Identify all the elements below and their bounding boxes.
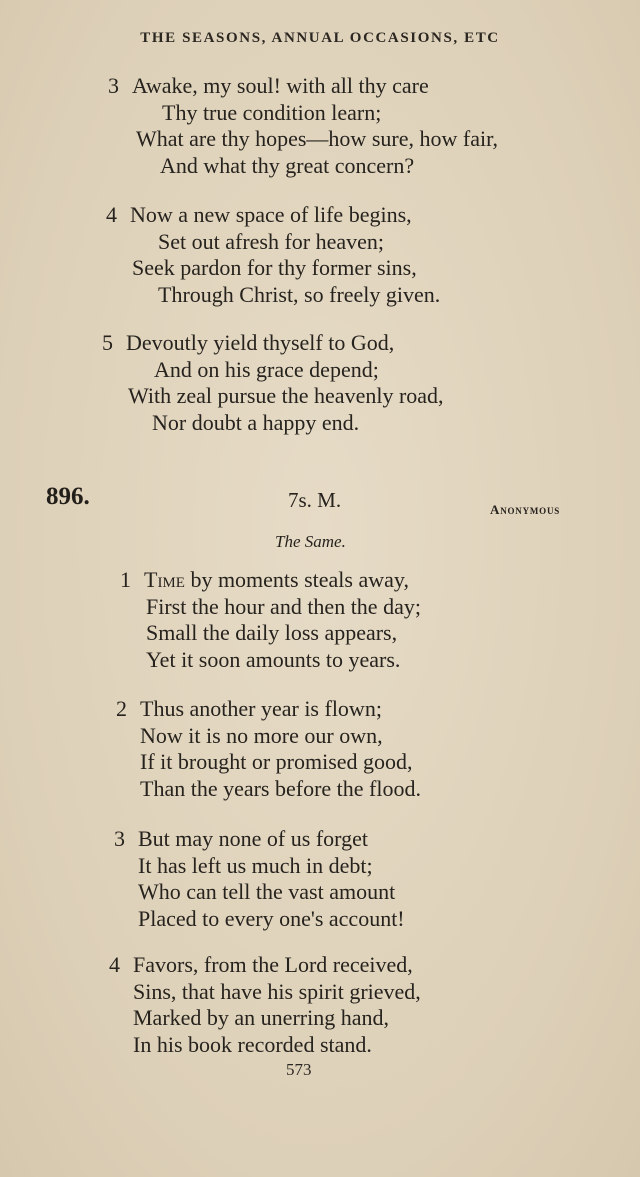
stanza-line: And on his grace depend;: [154, 356, 379, 382]
stanza-continued-4: [106, 202, 440, 308]
stanza-line: Seek pardon for thy former sins,: [132, 255, 417, 280]
stanza-line: Thy true condition learn;: [162, 99, 382, 125]
stanza-line: Through Christ, so freely given.: [158, 281, 441, 307]
stanza-line: Marked by an unerring hand,: [133, 1005, 389, 1030]
stanza-number: 5: [102, 330, 113, 355]
stanza-line: 4 Now a new space of life begins,: [106, 202, 412, 227]
stanza-line: What are thy hopes—how sure, how fair,: [136, 126, 499, 151]
stanza-line: Small the daily loss appears,: [146, 620, 398, 645]
hymn-subtitle: The Same.: [275, 532, 346, 551]
stanza-line: 5 Devoutly yield thyself to God,: [102, 330, 395, 355]
stanza-line: 3 But may none of us forget: [114, 826, 368, 851]
first-word-small-caps: Time: [144, 567, 185, 592]
stanza-number: 2: [116, 696, 127, 721]
hymn-author: Anonymous: [490, 502, 561, 517]
page-number: 573: [286, 1060, 312, 1079]
stanza-number: 3: [108, 73, 119, 98]
hymn-meter: 7s. M.: [288, 488, 342, 512]
stanza-line: And what thy great concern?: [160, 152, 415, 178]
stanza-line: Set out afresh for heaven;: [158, 228, 385, 254]
stanza-number: 1: [120, 567, 131, 592]
stanza-line: In his book recorded stand.: [133, 1031, 372, 1057]
running-head: THE SEASONS, ANNUAL OCCASIONS, ETC: [140, 30, 500, 46]
stanza-number: 3: [114, 826, 125, 851]
stanza-line: Than the years before the flood.: [140, 775, 421, 801]
hymn-stanza-1: [120, 567, 421, 673]
stanza-line: Sins, that have his spirit grieved,: [133, 978, 421, 1004]
stanza-line: With zeal pursue the heavenly road,: [128, 383, 444, 408]
stanza-continued-3: [108, 73, 498, 179]
stanza-line: First the hour and then the day;: [146, 593, 421, 619]
hymn-number: 896.: [46, 483, 90, 510]
hymn-stanza-3: [114, 826, 405, 932]
stanza-line: 3 Awake, my soul! with all thy care: [108, 73, 429, 98]
stanza-number: 4: [109, 952, 120, 977]
hymn-stanza-4: [109, 952, 421, 1058]
stanza-line: Nor doubt a happy end.: [152, 409, 360, 435]
stanza-line: Now it is no more our own,: [140, 722, 383, 748]
stanza-line: Placed to every one's account!: [138, 905, 405, 931]
stanza-line: Yet it soon amounts to years.: [146, 646, 401, 672]
stanza-line: It has left us much in debt;: [138, 852, 373, 878]
stanza-line: 1 Time by moments steals away,: [120, 567, 409, 592]
stanza-line: 4 Favors, from the Lord received,: [109, 952, 413, 977]
stanza-line: If it brought or promised good,: [140, 749, 413, 774]
stanza-line: Who can tell the vast amount: [138, 879, 396, 904]
stanza-number: 4: [106, 202, 117, 227]
hymn-stanza-2: [116, 696, 421, 802]
stanza-continued-5: [102, 330, 444, 436]
stanza-line: 2 Thus another year is flown;: [116, 696, 382, 721]
